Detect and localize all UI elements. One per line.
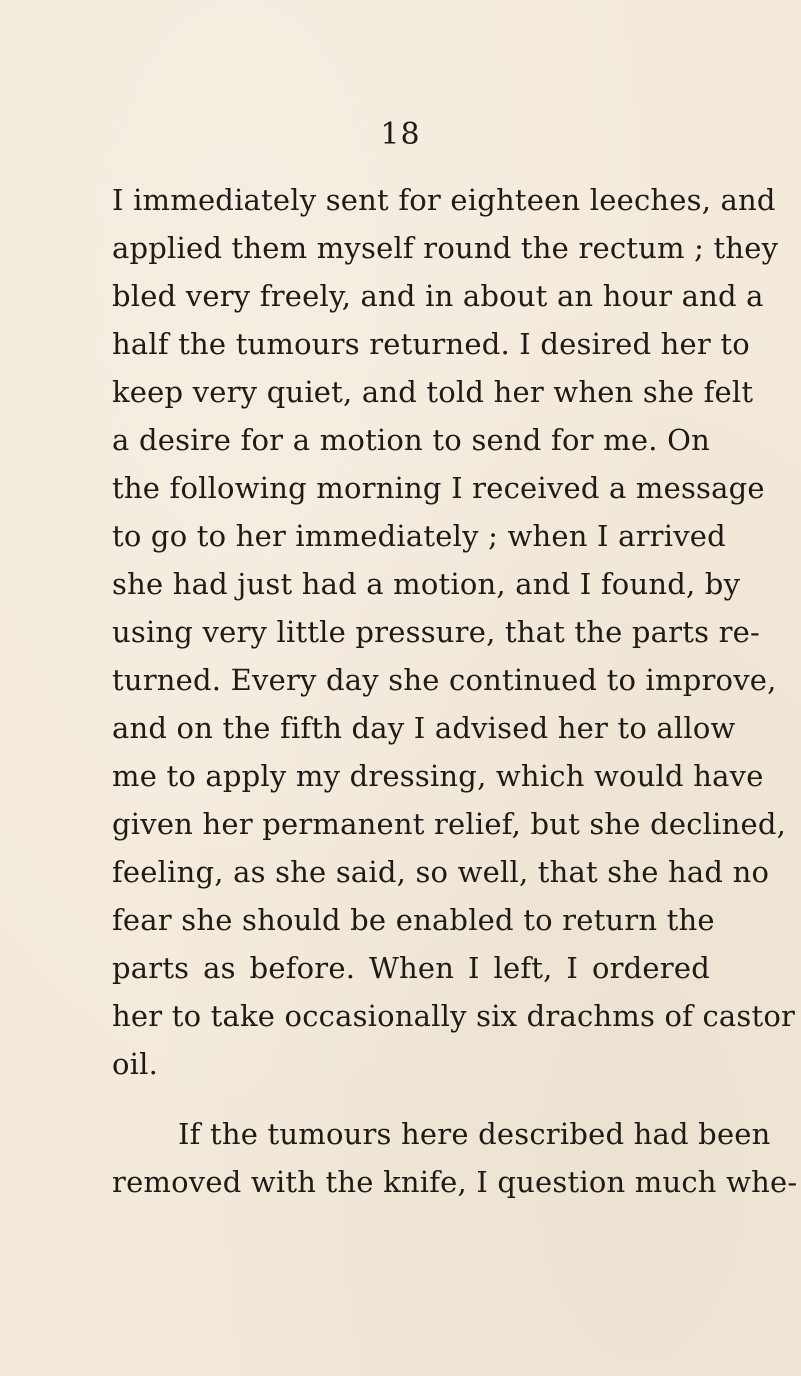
text-line: she had just had a motion, and I found, by xyxy=(112,567,741,601)
text-line: me to apply my dressing, which would have xyxy=(112,759,764,793)
text-line: I immediately sent for eighteen leeches, and xyxy=(112,183,776,217)
paragraph xyxy=(112,1116,798,1212)
text-line: her to take occasionally six drachms of castor xyxy=(112,999,796,1033)
text-line: If the tumours here described had been xyxy=(178,1117,771,1151)
text-line: bled very freely, and in about an hour and a xyxy=(112,279,764,313)
text-line: keep very quiet, and told her when she felt xyxy=(112,375,754,409)
text-line: oil. xyxy=(112,1047,159,1081)
text-line: fear she should be enabled to return the xyxy=(112,903,715,937)
body-text xyxy=(112,182,798,1212)
text-line: given her permanent relief, but she declined, xyxy=(112,807,787,841)
text-line: the following morning I received a message xyxy=(112,471,765,505)
text-line: and on the fifth day I advised her to allow xyxy=(112,711,736,745)
text-line: applied them myself round the rectum ; they xyxy=(112,231,779,265)
paragraph xyxy=(112,182,796,1094)
text-line: to go to her immediately ; when I arrived xyxy=(112,519,726,553)
text-line: using very little pressure, that the parts re- xyxy=(112,615,761,649)
page-number: 18 xyxy=(380,117,421,152)
text-line: feeling, as she said, so well, that she had no xyxy=(112,855,770,889)
text-line: turned. Every day she continued to improve, xyxy=(112,663,777,697)
text-line: removed with the knife, I question much whe- xyxy=(112,1165,798,1199)
text-line: a desire for a motion to send for me. On xyxy=(112,423,710,457)
paragraph-gap xyxy=(112,1094,710,1116)
text-line: parts as before. When I left, I ordered xyxy=(112,951,710,985)
text-line: half the tumours returned. I desired her to xyxy=(112,327,750,361)
